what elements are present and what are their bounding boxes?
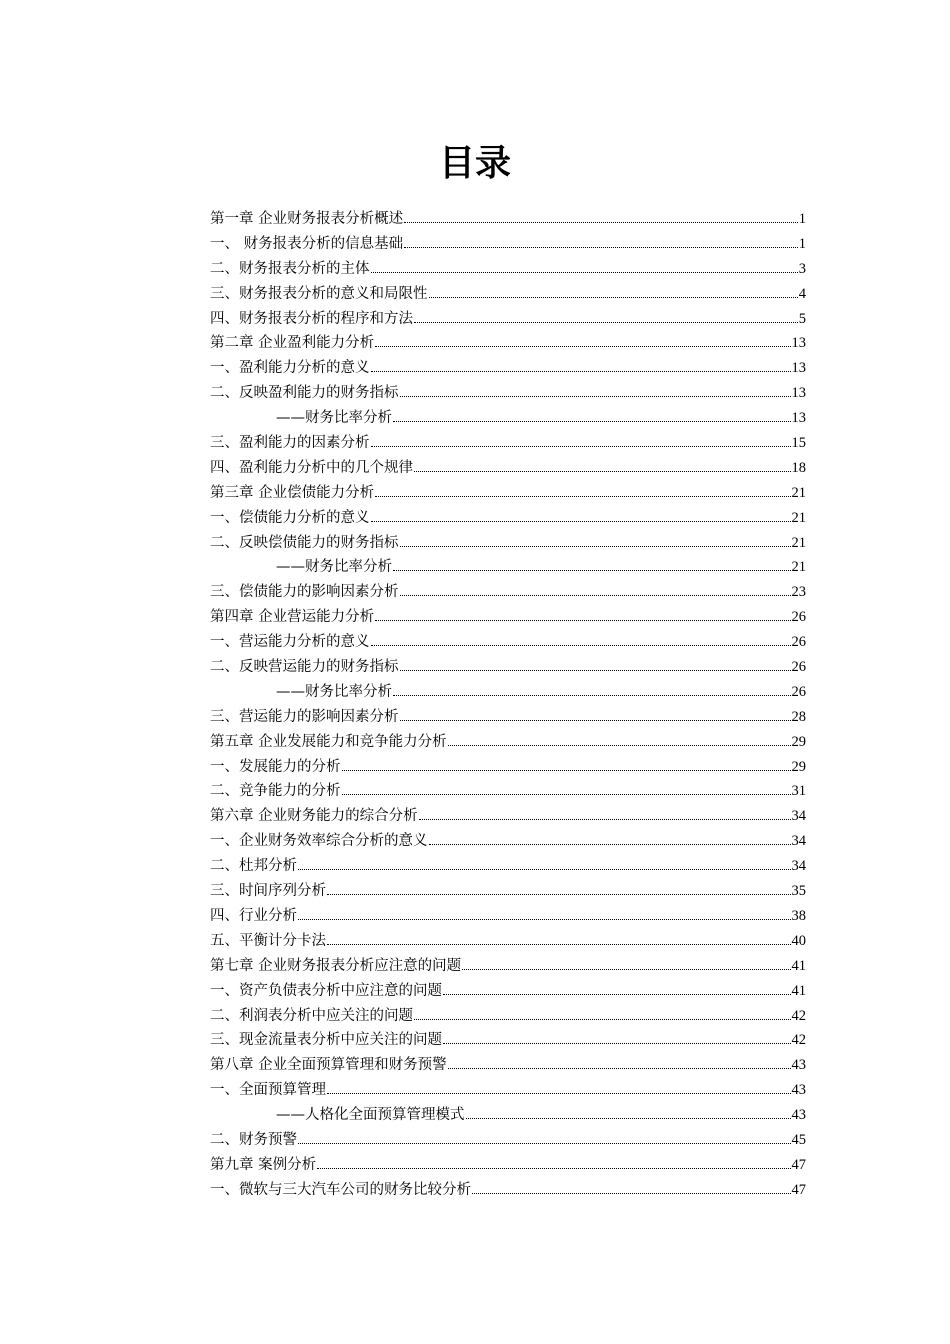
toc-entry-label: 第五章 企业发展能力和竞争能力分析 [210,733,447,750]
toc-entry-label: 三、时间序列分析 [210,883,326,900]
toc-entry-page-number: 42 [791,1032,806,1049]
toc-dot-leader [429,843,791,845]
toc-entry-label: 四、盈利能力分析中的几个规律 [210,459,413,476]
toc-entry-page-number: 34 [791,808,806,825]
toc-entry-page-number: 13 [791,410,806,427]
toc-entry-page-number: 43 [791,1057,806,1074]
toc-entry[interactable] [210,282,806,307]
toc-dot-leader [443,1042,791,1044]
toc-entry[interactable] [210,1103,806,1128]
toc-entry[interactable] [210,954,806,979]
toc-entry-label: 第八章 企业全面预算管理和财务预警 [210,1057,447,1074]
toc-entry[interactable] [210,456,806,481]
toc-entry-page-number: 23 [791,584,806,601]
toc-entry[interactable] [210,705,806,730]
toc-entry[interactable] [210,580,806,605]
toc-entry-label: 一、全面预算管理 [210,1082,326,1099]
toc-entry[interactable] [210,1053,806,1078]
toc-dot-leader [371,520,791,522]
toc-entry-label: 一、企业财务效率综合分析的意义 [210,833,428,850]
toc-dot-leader [371,370,791,372]
toc-dot-leader [375,345,790,347]
toc-entry[interactable] [210,730,806,755]
toc-dot-leader [400,669,791,671]
toc-dot-leader [404,246,798,248]
toc-entry[interactable] [210,431,806,456]
toc-entry-label: 二、竞争能力的分析 [210,783,341,800]
toc-dot-leader [400,594,791,596]
toc-entry[interactable] [210,879,806,904]
toc-dot-leader [342,769,791,771]
toc-entry-label: 一、资产负债表分析中应注意的问题 [210,982,442,999]
toc-entry-label: 二、反映偿债能力的财务指标 [210,534,399,551]
toc-entry[interactable] [210,1028,806,1053]
toc-entry-page-number: 43 [791,1082,806,1099]
toc-dot-leader [400,395,791,397]
toc-dot-leader [371,445,791,447]
toc-entry[interactable] [210,979,806,1004]
toc-entry-page-number: 47 [791,1181,806,1198]
toc-entry[interactable] [210,680,806,705]
toc-entry-label: 三、偿债能力的影响因素分析 [210,584,399,601]
toc-entry-label: 三、盈利能力的因素分析 [210,435,370,452]
toc-dot-leader [462,968,790,970]
toc-entry-page-number: 26 [791,683,806,700]
toc-entry-page-number: 45 [791,1131,806,1148]
toc-entry-label: 三、现金流量表分析中应关注的问题 [210,1032,442,1049]
toc-entry-page-number: 47 [791,1156,806,1173]
toc-entry-label: 一、偿债能力分析的意义 [210,509,370,526]
toc-entry-label: 五、平衡计分卡法 [210,932,326,949]
toc-entry-label: 二、财务报表分析的主体 [210,260,370,277]
toc-entry[interactable] [210,1078,806,1103]
toc-entry-label: 二、反映营运能力的财务指标 [210,659,399,676]
toc-entry-page-number: 40 [791,932,806,949]
toc-entry-page-number: 21 [791,484,806,501]
toc-dot-leader [400,545,791,547]
toc-entry-label: 四、财务报表分析的程序和方法 [210,310,413,327]
toc-entry-page-number: 18 [791,459,806,476]
toc-entry[interactable] [210,1153,806,1178]
toc-dot-leader [419,818,791,820]
table-of-contents [210,207,806,1203]
toc-entry-page-number: 1 [798,211,806,227]
toc-dot-leader [448,744,791,746]
toc-entry-page-number: 21 [791,534,806,551]
toc-entry-page-number: 29 [791,733,806,750]
toc-entry-page-number: 13 [791,335,806,352]
toc-dot-leader [327,893,791,895]
toc-entry-page-number: 5 [798,310,806,327]
toc-dot-leader [393,420,791,422]
toc-entry[interactable] [210,755,806,780]
toc-dot-leader [317,1167,790,1169]
toc-entry-label: 二、杜邦分析 [210,858,297,875]
toc-entry-page-number: 13 [791,360,806,377]
toc-entry-page-number: 42 [791,1007,806,1024]
toc-title: 目录 [438,143,511,184]
toc-entry[interactable] [210,605,806,630]
toc-entry[interactable] [210,331,806,356]
toc-entry-label: 三、财务报表分析的意义和局限性 [210,285,428,302]
toc-dot-leader [448,1067,791,1069]
toc-entry[interactable] [210,829,806,854]
toc-entry-page-number: 3 [798,260,806,277]
toc-entry-label: ——财务比率分析 [276,683,392,700]
toc-entry-page-number: 41 [791,957,806,974]
toc-entry-label: 一、发展能力的分析 [210,758,341,775]
toc-entry-label: 第一章 企业财务报表分析概述 [210,211,404,227]
toc-dot-leader [375,619,790,621]
toc-dot-leader [466,1117,791,1119]
toc-dot-leader [371,644,791,646]
toc-dot-leader [414,1018,791,1020]
toc-dot-leader [298,1142,791,1144]
toc-entry[interactable] [210,904,806,929]
toc-entry[interactable] [210,854,806,879]
toc-dot-leader [472,1192,791,1194]
toc-entry-page-number: 38 [791,907,806,924]
toc-dot-leader [298,918,791,920]
toc-dot-leader [327,943,791,945]
toc-entry[interactable] [210,779,806,804]
toc-entry[interactable] [210,531,806,556]
toc-entry[interactable] [210,555,806,580]
toc-entry-label: ——人格化全面预算管理模式 [276,1107,465,1124]
toc-entry[interactable] [210,804,806,829]
toc-entry-page-number: 21 [791,559,806,576]
toc-entry-page-number: 26 [791,634,806,651]
toc-entry-page-number: 1 [798,235,806,252]
toc-entry[interactable] [210,356,806,381]
toc-entry-label: 一、 财务报表分析的信息基础 [210,235,404,252]
toc-entry-label: 二、财务预警 [210,1131,297,1148]
toc-entry-page-number: 31 [791,783,806,800]
toc-entry[interactable] [210,481,806,506]
toc-dot-leader [371,271,798,273]
toc-entry[interactable] [210,232,806,257]
toc-entry[interactable] [210,381,806,406]
toc-entry[interactable] [210,406,806,431]
toc-entry-page-number: 26 [791,659,806,676]
toc-entry-label: 一、微软与三大汽车公司的财务比较分析 [210,1181,471,1198]
toc-entry[interactable] [210,257,806,282]
toc-entry-page-number: 21 [791,509,806,526]
toc-entry-label: 第二章 企业盈利能力分析 [210,335,375,352]
toc-entry[interactable] [210,630,806,655]
toc-entry-page-number: 34 [791,833,806,850]
toc-entry-label: 二、反映盈利能力的财务指标 [210,385,399,402]
toc-entry[interactable] [210,929,806,954]
toc-dot-leader [375,495,790,497]
toc-dot-leader [443,993,791,995]
toc-dot-leader [393,569,791,571]
toc-entry-label: 四、行业分析 [210,907,297,924]
toc-entry-label: ——财务比率分析 [276,410,392,427]
toc-dot-leader [414,321,798,323]
toc-dot-leader [298,868,791,870]
toc-entry-page-number: 15 [791,435,806,452]
toc-entry[interactable] [210,506,806,531]
toc-dot-leader [404,221,798,223]
toc-entry-label: 第七章 企业财务报表分析应注意的问题 [210,957,462,974]
toc-entry[interactable] [210,1178,806,1203]
toc-entry-page-number: 34 [791,858,806,875]
toc-entry-label: 三、营运能力的影响因素分析 [210,708,399,725]
toc-dot-leader [414,470,791,472]
toc-dot-leader [393,694,791,696]
toc-entry-label: 第四章 企业营运能力分析 [210,609,375,626]
toc-entry[interactable] [210,1004,806,1029]
toc-entry-page-number: 29 [791,758,806,775]
toc-entry-label: ——财务比率分析 [276,559,392,576]
toc-dot-leader [429,296,798,298]
toc-entry-label: 第六章 企业财务能力的综合分析 [210,808,418,825]
toc-dot-leader [342,793,791,795]
toc-entry-page-number: 28 [791,708,806,725]
toc-entry-label: 一、盈利能力分析的意义 [210,360,370,377]
toc-entry-page-number: 43 [791,1107,806,1124]
toc-dot-leader [400,719,791,721]
toc-entry-page-number: 26 [791,609,806,626]
toc-entry[interactable] [210,1128,806,1153]
toc-entry-page-number: 13 [791,385,806,402]
toc-entry-label: 二、利润表分析中应关注的问题 [210,1007,413,1024]
toc-entry-page-number: 35 [791,883,806,900]
toc-entry-label: 第九章 案例分析 [210,1156,317,1173]
toc-entry[interactable] [210,207,806,232]
toc-entry-label: 一、营运能力分析的意义 [210,634,370,651]
toc-entry-page-number: 4 [798,285,806,302]
toc-entry-page-number: 41 [791,982,806,999]
toc-dot-leader [327,1092,791,1094]
toc-entry[interactable] [210,307,806,332]
toc-entry[interactable] [210,655,806,680]
toc-entry-label: 第三章 企业偿债能力分析 [210,484,375,501]
